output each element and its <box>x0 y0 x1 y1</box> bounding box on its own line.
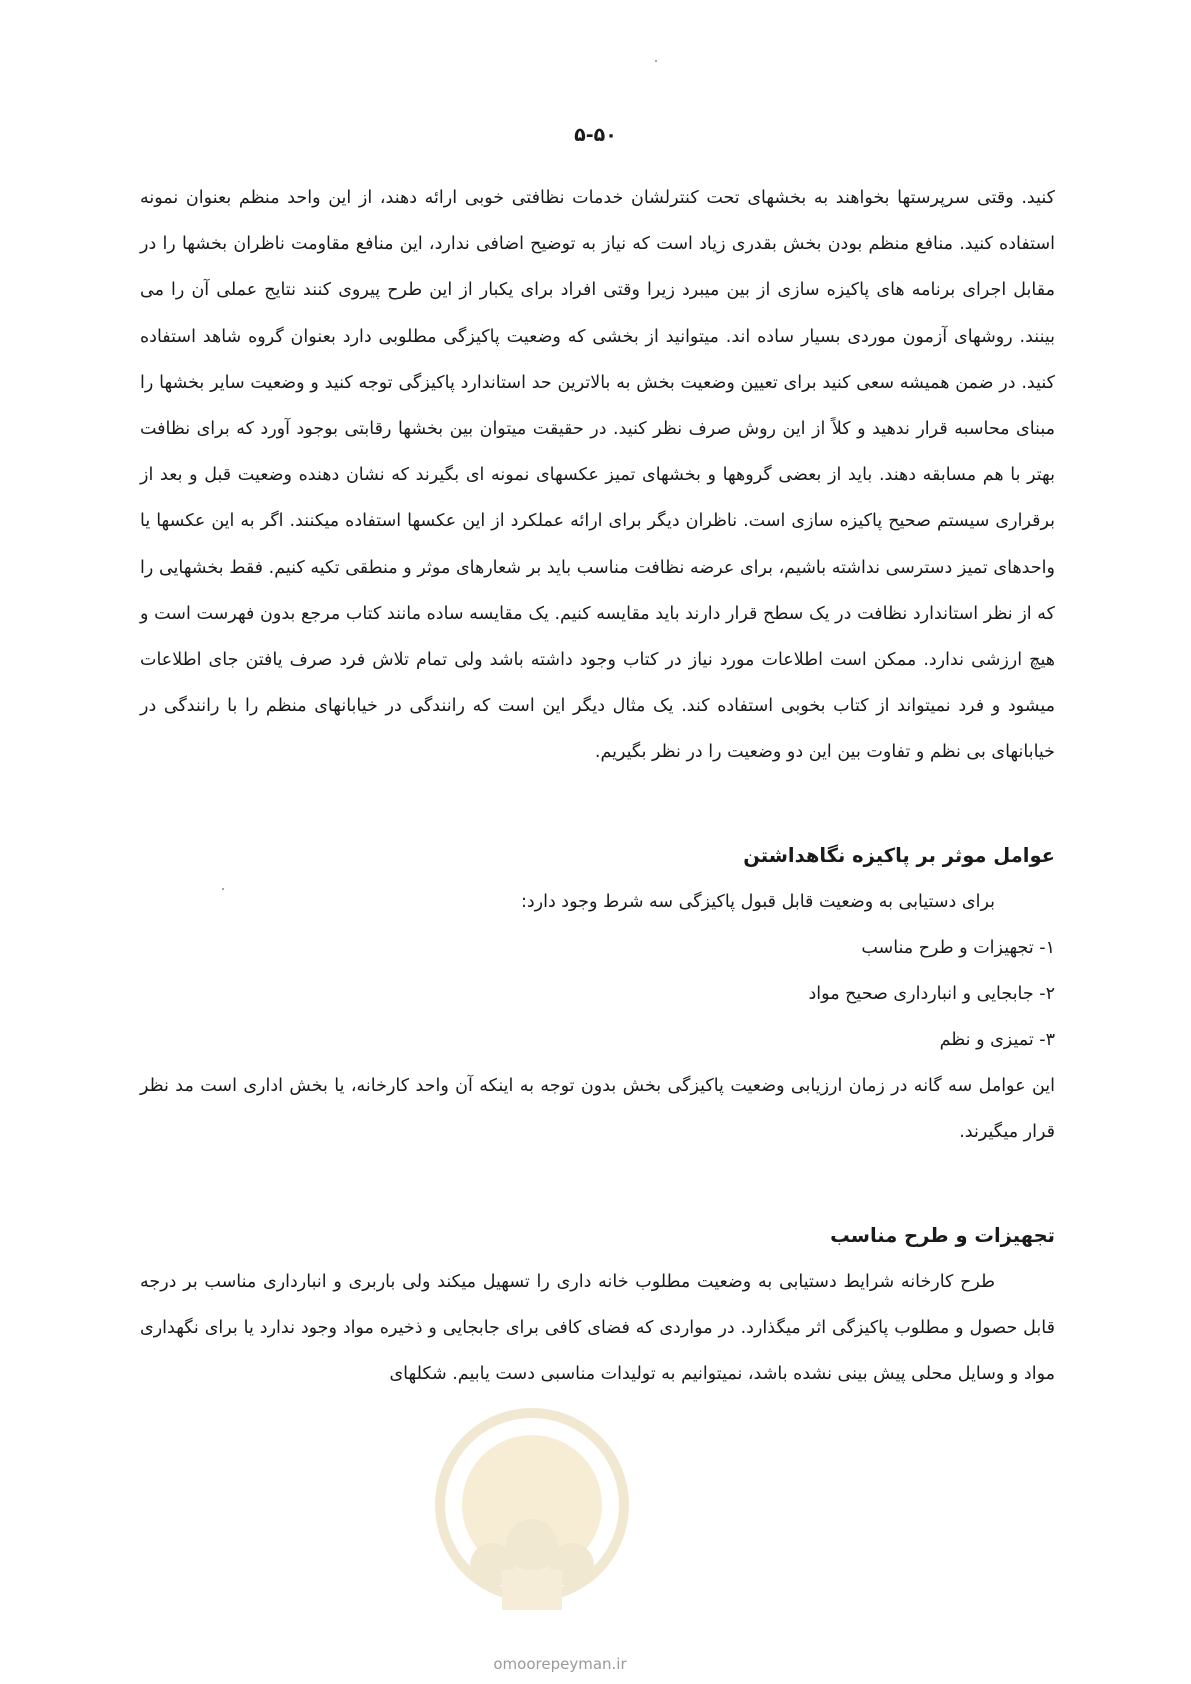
body-paragraph-3: طرح کارخانه شرایط دستیابی به وضعیت مطلوب خانه داری را تسهیل میکند ولی باربری و انبارداری مناسب بر درجه قابل حصول و مطلوب پاکیزگی اثر میگذارد. در مواردی که فضای کافی برای جابجایی و ذخیره مواد وجود ندارد یا برای نگهداری مواد و وسایل محلی پیش بینی نشده باشد، نمیتوانیم به تولیدات مناسبی دست یابیم. شکلهای <box>140 1272 1055 1385</box>
watermark-url: omoorepeyman.ir <box>493 1655 627 1673</box>
list-item: ۲- جابجایی و انبارداری صحیح مواد <box>808 983 1055 1004</box>
page-number: ۵-۵۰ <box>574 124 617 146</box>
section-heading-1: عوامل موثر بر پاکیزه نگاهداشتن <box>743 843 1055 867</box>
list-item: ۳- تمیزی و نظم <box>939 1029 1055 1050</box>
scan-artifact <box>222 888 224 890</box>
body-paragraph-2: این عوامل سه گانه در زمان ارزیابی وضعیت پاکیزگی بخش بدون توجه به اینکه آن واحد کارخانه، یا بخش اداری است مد نظر قرار میگیرند. <box>140 1075 1055 1142</box>
conditions-intro: برای دستیابی به وضعیت قابل قبول پاکیزگی سه شرط وجود دارد: <box>520 891 995 912</box>
scan-artifact <box>655 60 657 62</box>
page-body <box>140 175 1055 1398</box>
watermark-logo <box>432 1395 632 1635</box>
section-heading-2: تجهیزات و طرح مناسب <box>830 1224 1055 1248</box>
list-item: ۱- تجهیزات و طرح مناسب <box>861 937 1055 958</box>
conditions-list <box>140 925 1055 1063</box>
body-paragraph-1: کنید. وقتی سرپرستها بخواهند به بخشهای تحت کنترلشان خدمات نظافتی خوبی ارائه دهند، از این واحد منظم بعنوان نمونه استفاده کنید. منافع منظم بودن بخش بقدری زیاد است که نیاز به توضیح اضافی ندارد، این منافع مقاومت ناظران بخشها را در مقابل اجرای برنامه های پاکیزه سازی از بین میبرد زیرا وقتی افراد برای یکبار از این طرح پیروی کنند نتایج عملی آن را می بینند. روشهای آزمون موردی بسیار ساده اند. میتوانید از بخشی که وضعیت پاکیزگی مطلوبی دارد بعنوان گروه شاهد استفاده کنید. در ضمن همیشه سعی کنید برای تعیین وضعیت بخش به بالاترین حد استاندارد پاکیزگی توجه کنید و وضعیت سایر بخشها را مبنای محاسبه قرار ندهید و کلاً از این روش صرف نظر کنید. در حقیقت میتوان بین بخشها رقابتی بوجود آورد که برای نظافت بهتر با هم مسابقه دهند. باید از بعضی گروهها و بخشهای تمیز عکسهای نمونه ای بگیرند که نشان دهنده وضعیت قبل و بعد از برقراری سیستم صحیح پاکیزه سازی است. ناظران دیگر برای ارائه عملکرد از این عکسها استفاده میکنند. اگر به این عکسها یا واحدهای تمیز دسترسی نداشته باشیم، برای عرضه نظافت مناسب باید بر شعارهای موثر و منطقی تکیه کنیم. فقط بخشهایی را که از نظر استاندارد نظافت در یک سطح قرار دارند باید مقایسه کنیم. یک مقایسه ساده مانند کتاب مرجع بدون فهرست است و هیچ ارزشی ندارد. ممکن است اطلاعات مورد نیاز در کتاب وجود داشته باشد ولی تمام تلاش فرد صرف یافتن جای اطلاعات میشود و فرد نمیتواند از کتاب بخوبی استفاده کند. یک مثال دیگر این است که رانندگی در خیابانهای منظم را با رانندگی در خیابانهای بی نظم و تفاوت بین این دو وضعیت را در نظر بگیریم. <box>140 188 1055 763</box>
